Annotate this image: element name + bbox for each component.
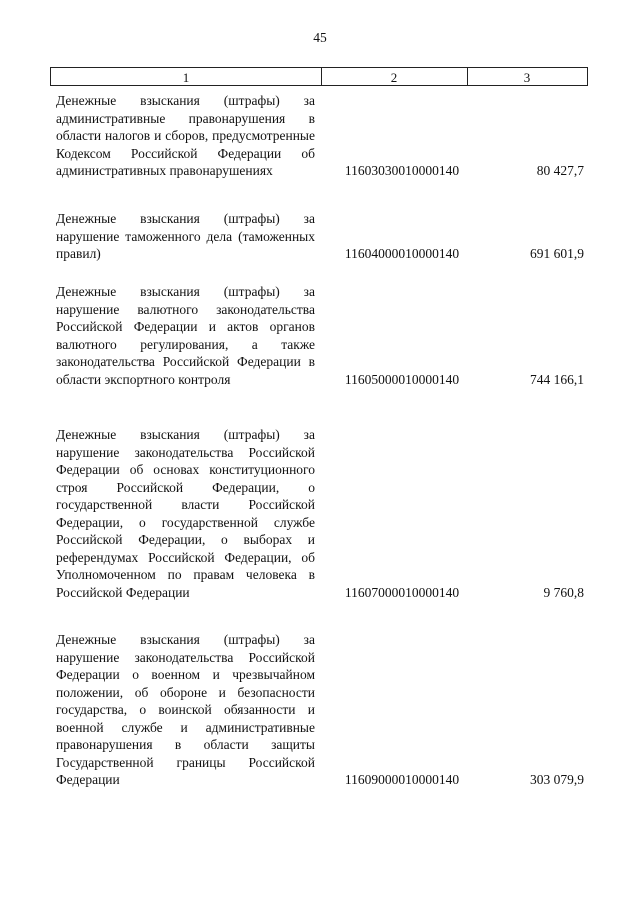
- row-description: Денежные взыскания (штрафы) за административные правонарушения в области налогов и сборов, предусмотренные Кодексом Российской Федерации об административных правонарушениях: [56, 93, 315, 178]
- table-row: [56, 426, 584, 601]
- page-number: 45: [313, 30, 327, 45]
- table-row: [56, 283, 584, 388]
- row-code: 11603030010000140: [344, 163, 460, 178]
- row-amount: 9 760,8: [543, 584, 584, 600]
- row-amount: 80 427,7: [536, 163, 584, 178]
- row-code: 11605000010000140: [344, 371, 460, 387]
- row-code: 11607000010000140: [344, 584, 460, 600]
- table-header-col-2: 2: [321, 67, 468, 86]
- row-description: Денежные взыскания (штрафы) за нарушение законодательства Российской Федерации о военном и чрезвычайном положении, об обороне и безопасности государства, о воинской обязанности и военной службе и административные правонарушения в области защиты Государственной границы Российской Федерации: [56, 632, 315, 787]
- row-description: Денежные взыскания (штрафы) за нарушение таможенного дела (таможенных правил): [56, 211, 315, 261]
- row-amount: 303 079,9: [530, 772, 584, 787]
- table-row: [56, 631, 584, 789]
- table-row: [56, 92, 584, 180]
- row-amount: 744 166,1: [530, 371, 584, 387]
- row-amount: 691 601,9: [530, 246, 584, 261]
- row-description: Денежные взыскания (штрафы) за нарушение валютного законодательства Российской Федерации и актов органов валютного регулирования, а также законодательства Российской Федерации в области экспортного контроля: [56, 284, 315, 387]
- table-row: [56, 210, 584, 263]
- row-description: Денежные взыскания (штрафы) за нарушение законодательства Российской Федерации об основах конституционного строя Российской Федерации, о государственной власти Российской Федерации, о государственной службе Российской Федерации, о выборах и референдумах Российской Федерации, об Уполномоченном по правам человека в Российской Федерации: [56, 427, 315, 600]
- row-code: 11604000010000140: [344, 246, 460, 261]
- table-header-col-1: 1: [50, 67, 322, 86]
- row-code: 11609000010000140: [344, 772, 460, 787]
- table-header-col-3: 3: [467, 67, 588, 86]
